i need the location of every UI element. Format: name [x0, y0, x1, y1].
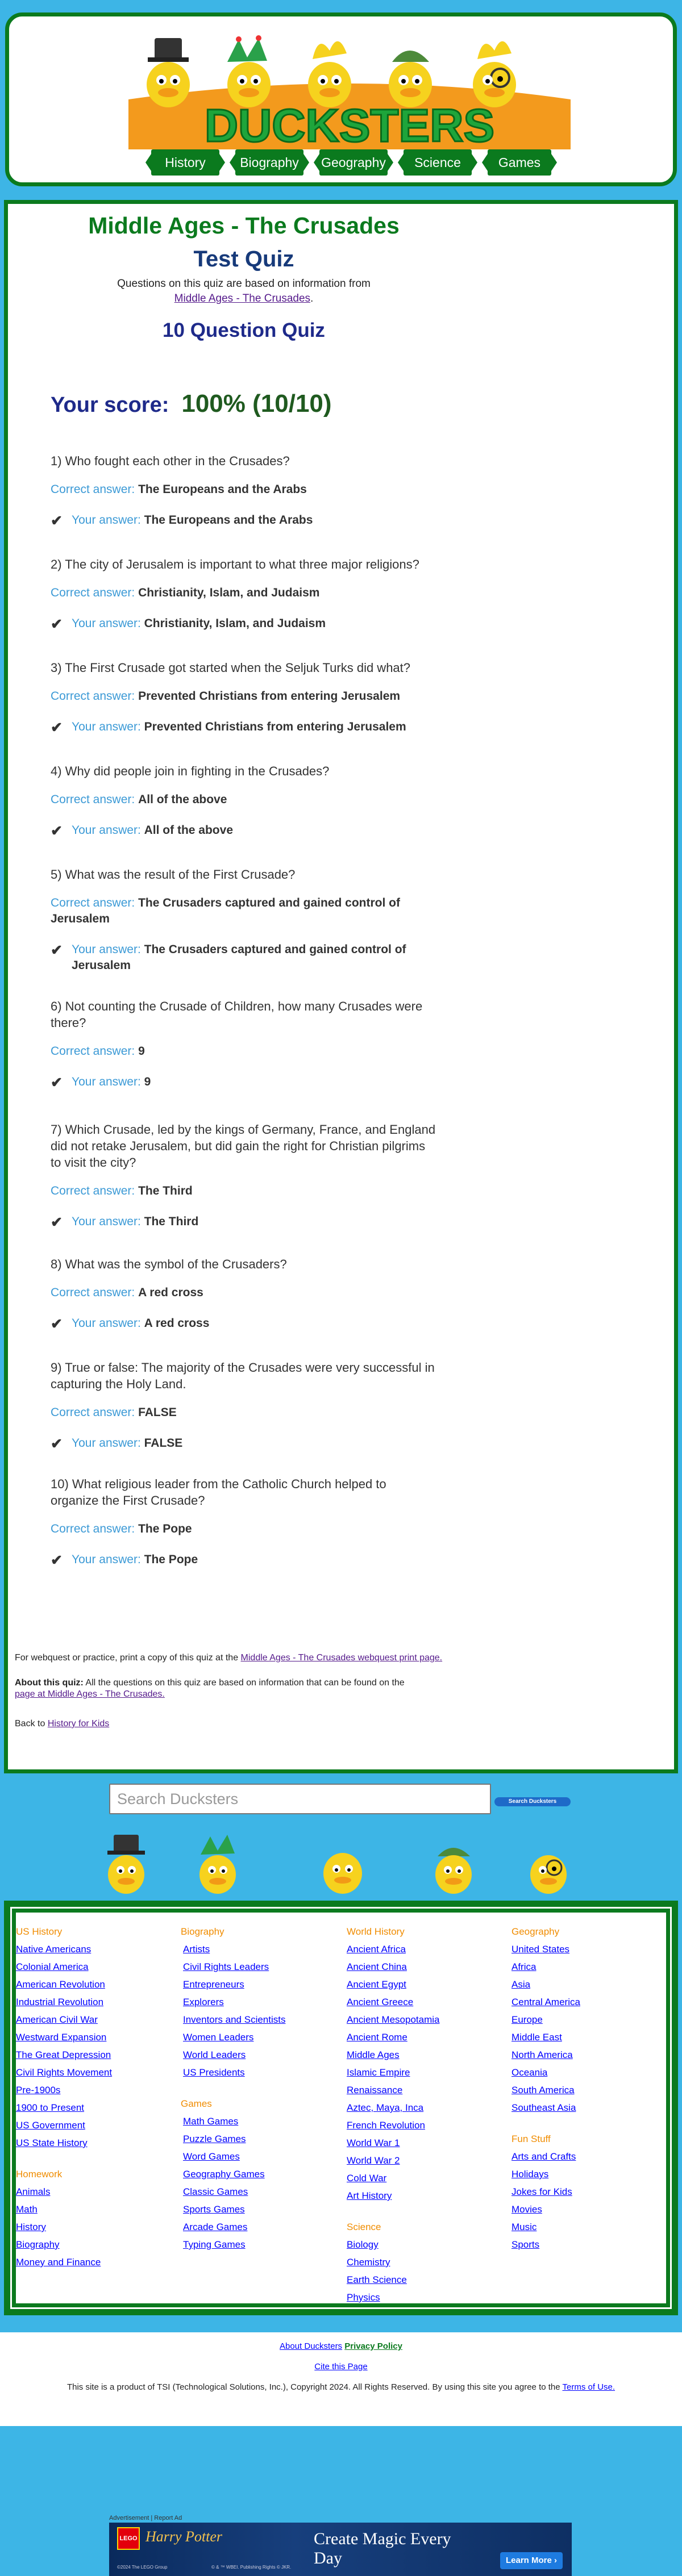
correct-answer	[51, 895, 437, 927]
correct-answer	[51, 688, 437, 704]
legal-footer	[0, 2332, 682, 2426]
checkmark-icon: ✔	[51, 720, 63, 736]
checkmark-icon: ✔	[51, 1552, 63, 1568]
footer-link[interactable]: Physics	[347, 2292, 380, 2303]
checkmark-icon: ✔	[51, 942, 63, 958]
question-count: 10 Question Quiz	[163, 319, 325, 341]
footer-link[interactable]: Holidays	[512, 2169, 549, 2180]
about-quiz-link[interactable]: page at Middle Ages - The Crusades.	[15, 1689, 165, 1699]
your-answer	[51, 823, 437, 838]
correct-answer-label: Correct answer:	[51, 1045, 135, 1058]
your-answer-value: Prevented Christians from entering Jerusalem	[144, 720, 406, 733]
footer-link[interactable]: Geography Games	[183, 2169, 265, 2180]
footer-link[interactable]: Renaissance	[347, 2085, 403, 2095]
question-block	[51, 1359, 437, 1451]
question-block	[51, 763, 437, 838]
footer-link[interactable]: Typing Games	[183, 2239, 246, 2250]
footer-link[interactable]: Arcade Games	[183, 2222, 248, 2232]
mascot-detective-duck	[530, 1855, 567, 1894]
score-label: Your score:	[51, 393, 169, 417]
footer-link[interactable]: Arts and Crafts	[512, 2151, 576, 2162]
footer-link[interactable]: World War 1	[347, 2137, 400, 2148]
footer-link[interactable]: Classic Games	[183, 2186, 248, 2197]
correct-answer	[51, 1521, 437, 1537]
ad-fineprint-2: © & ™ WBEI. Publishing Rights © JKR.	[211, 2565, 292, 2570]
question-block	[51, 1476, 437, 1568]
footer-link[interactable]: Aztec, Maya, Inca	[347, 2102, 424, 2113]
correct-answer-value: The Crusaders captured and gained control of Jerusalem	[51, 896, 400, 925]
duck-mascot-row	[105, 1835, 577, 1897]
footer-link[interactable]: Asia	[512, 1979, 531, 1990]
back-text: Back to	[15, 1719, 45, 1729]
based-on-note	[25, 277, 463, 306]
correct-answer	[51, 1043, 437, 1059]
footer-link[interactable]: Explorers	[183, 1997, 224, 2007]
your-answer-label: Your answer:	[72, 1317, 141, 1330]
checkmark-icon: ✔	[51, 1214, 63, 1230]
footer-link[interactable]: Middle Ages	[347, 2049, 400, 2060]
footer-column-4	[512, 1923, 671, 2253]
correct-answer	[51, 1285, 437, 1301]
question-block	[51, 1256, 437, 1331]
ducksters-logo[interactable]	[125, 28, 574, 149]
ad-headline: Create Magic Every Day	[314, 2529, 451, 2567]
webquest-note	[15, 1652, 481, 1664]
your-answer	[51, 1074, 437, 1090]
footer-link[interactable]: Civil Rights Leaders	[183, 1961, 269, 1972]
cite-link[interactable]: Cite this Page	[314, 2362, 368, 2372]
your-answer	[51, 942, 437, 974]
footer-heading: Science	[347, 2222, 381, 2232]
your-answer-value: The Europeans and the Arabs	[144, 513, 313, 527]
footer-heading: World History	[347, 1926, 405, 1937]
ad-fineprint: ©2024 The LEGO Group	[117, 2565, 168, 2570]
footer-link[interactable]: History	[16, 2222, 46, 2232]
score-line	[51, 390, 332, 418]
footer-link[interactable]: Industrial Revolution	[16, 1997, 104, 2007]
nav-games[interactable]: Games	[488, 149, 551, 176]
footer-link[interactable]: Puzzle Games	[183, 2134, 246, 2144]
webquest-text: For webquest or practice, print a copy of this quiz at the	[15, 1653, 239, 1663]
footer-link[interactable]: Women Leaders	[183, 2032, 254, 2043]
footer-link[interactable]: Islamic Empire	[347, 2067, 410, 2078]
main-nav	[145, 149, 555, 178]
your-answer	[51, 1435, 437, 1451]
your-answer-value: The Third	[144, 1215, 199, 1228]
footer-links	[4, 1901, 678, 2315]
footer-link[interactable]: Biology	[347, 2239, 379, 2250]
your-answer-label: Your answer:	[72, 943, 141, 956]
footer-link[interactable]: French Revolution	[347, 2120, 425, 2131]
footer-link[interactable]: Southeast Asia	[512, 2102, 576, 2113]
your-answer	[51, 1214, 437, 1230]
nav-science[interactable]: Science	[404, 149, 472, 176]
your-answer-label: Your answer:	[72, 824, 141, 837]
webquest-link[interactable]: Middle Ages - The Crusades webquest print page.	[240, 1653, 443, 1663]
footer-link[interactable]: Africa	[512, 1961, 537, 1972]
correct-answer-label: Correct answer:	[51, 1406, 135, 1419]
footer-link[interactable]: Civil Rights Movement	[16, 2067, 113, 2078]
duck-mascot-3	[308, 41, 351, 107]
nav-history[interactable]: History	[151, 149, 219, 176]
search-input[interactable]: Search Ducksters	[109, 1784, 491, 1814]
correct-answer-value: The Pope	[138, 1522, 192, 1535]
question-block	[51, 659, 437, 735]
footer-link[interactable]: The Great Depression	[16, 2049, 111, 2060]
correct-answer	[51, 1405, 437, 1421]
footer-link[interactable]: North America	[512, 2049, 573, 2060]
question-text: 2) The city of Jerusalem is important to what three major religions?	[51, 557, 419, 571]
question-block	[51, 453, 437, 528]
correct-answer-label: Correct answer:	[51, 586, 135, 599]
footer-link[interactable]: Ancient Egypt	[347, 1979, 406, 1990]
footer-link[interactable]: Pre-1900s	[16, 2085, 61, 2095]
footer-link[interactable]: Chemistry	[347, 2257, 390, 2268]
mascot-hat-duck	[107, 1835, 145, 1894]
question-text: 6) Not counting the Crusade of Children, how many Crusades were there?	[51, 999, 423, 1030]
your-answer	[51, 512, 437, 528]
quiz-footnotes	[15, 1652, 481, 1743]
footer-link[interactable]: Central America	[512, 1997, 580, 2007]
footer-link[interactable]: American Civil War	[16, 2014, 98, 2025]
footer-link[interactable]: Art History	[347, 2190, 392, 2201]
correct-answer-value: All of the above	[138, 793, 227, 806]
footer-link[interactable]: Artists	[183, 1944, 210, 1955]
based-on-link[interactable]: Middle Ages - The Crusades	[174, 293, 311, 304]
footer-heading: Games	[181, 2098, 212, 2109]
mascot-jester-duck	[199, 1835, 236, 1894]
footer-link[interactable]: Europe	[512, 2014, 543, 2025]
back-note	[15, 1718, 481, 1730]
footer-link[interactable]: Middle East	[512, 2032, 562, 2043]
nav-biography[interactable]: Biography	[235, 149, 303, 176]
checkmark-icon: ✔	[51, 1316, 63, 1332]
footer-link[interactable]: American Revolution	[16, 1979, 105, 1990]
correct-answer-value: The Third	[138, 1184, 193, 1197]
correct-answer	[51, 792, 437, 808]
correct-answer-label: Correct answer:	[51, 1522, 135, 1535]
correct-answer-label: Correct answer:	[51, 896, 135, 909]
page-subtitle: Test Quiz	[193, 247, 294, 272]
logo-wordmark: DUCKSTERS	[204, 100, 495, 149]
your-answer	[51, 719, 437, 735]
footer-link[interactable]: Oceania	[512, 2067, 548, 2078]
footer-link[interactable]: South America	[512, 2085, 575, 2095]
duck-mascot-4	[389, 51, 432, 107]
footer-link[interactable]: Westward Expansion	[16, 2032, 107, 2043]
ad-product: Harry Potter	[145, 2528, 223, 2545]
checkmark-icon: ✔	[51, 823, 63, 839]
your-answer-value: The Pope	[144, 1553, 198, 1566]
question-text: 3) The First Crusade got started when the Seljuk Turks did what?	[51, 661, 411, 675]
about-link[interactable]: About Ducksters	[280, 2341, 343, 2351]
your-answer-value: The Crusaders captured and gained control of Jerusalem	[72, 943, 406, 972]
correct-answer	[51, 482, 437, 498]
based-on-text: Questions on this quiz are based on information from	[117, 278, 371, 290]
ad-banner[interactable]	[109, 2523, 572, 2576]
your-answer-label: Your answer:	[72, 1075, 141, 1088]
footer-link[interactable]: Animals	[16, 2186, 51, 2197]
footer-link[interactable]: Math	[16, 2204, 38, 2215]
question-text: 8) What was the symbol of the Crusaders?	[51, 1257, 287, 1271]
question-text: 9) True or false: The majority of the Crusades were very successful in capturing the Holy Land.	[51, 1360, 435, 1391]
footer-link[interactable]: 1900 to Present	[16, 2102, 85, 2113]
your-answer-label: Your answer:	[72, 617, 141, 630]
your-answer	[51, 1552, 437, 1568]
footer-link[interactable]: Math Games	[183, 2116, 239, 2127]
footer-link[interactable]: US Presidents	[183, 2067, 245, 2078]
copyright-text: This site is a product of TSI (Technological Solutions, Inc.), Copyright 2024. All Rights Reserved. By using this site you agree to the	[66, 2382, 560, 2392]
your-answer-label: Your answer:	[72, 1553, 141, 1566]
question-text: 4) Why did people join in fighting in the Crusades?	[51, 764, 330, 778]
correct-answer-value: Prevented Christians from entering Jerusalem	[138, 690, 401, 703]
footer-heading[interactable]: Fun Stuff	[512, 2134, 551, 2144]
correct-answer-label: Correct answer:	[51, 1184, 135, 1197]
footer-column-3	[347, 1923, 506, 2306]
question-block	[51, 556, 437, 632]
question-text: 1) Who fought each other in the Crusades?	[51, 454, 290, 468]
footer-link[interactable]: World Leaders	[183, 2049, 246, 2060]
advertisement	[109, 2515, 572, 2576]
footer-link[interactable]: United States	[512, 1944, 570, 1955]
terms-link[interactable]: Terms of Use.	[562, 2382, 616, 2392]
footer-link[interactable]: Sports	[512, 2239, 540, 2250]
your-answer-label: Your answer:	[72, 1215, 141, 1228]
your-answer-label: Your answer:	[72, 720, 141, 733]
footer-link[interactable]: World War 2	[347, 2155, 400, 2166]
page-title: Middle Ages - The Crusades	[88, 212, 400, 239]
footer-link[interactable]: Ancient Greece	[347, 1997, 414, 2007]
footer-link[interactable]: Sports Games	[183, 2204, 245, 2215]
footer-link[interactable]: Ancient Rome	[347, 2032, 407, 2043]
back-link[interactable]: History for Kids	[47, 1719, 110, 1729]
privacy-link[interactable]: Privacy Policy	[344, 2341, 402, 2351]
your-answer-value: A red cross	[144, 1317, 210, 1330]
ad-cta-button[interactable]: Learn More ›	[500, 2552, 563, 2569]
your-answer-value: 9	[144, 1075, 151, 1088]
footer-link[interactable]: Word Games	[183, 2151, 240, 2162]
correct-answer	[51, 585, 437, 601]
correct-answer-value: 9	[138, 1045, 145, 1058]
ad-label[interactable]: Advertisement | Report Ad	[109, 2515, 182, 2521]
your-answer	[51, 616, 437, 632]
checkmark-icon: ✔	[51, 513, 63, 529]
footer-link[interactable]: Ancient China	[347, 1961, 407, 1972]
about-quiz-label: About this quiz:	[15, 1678, 84, 1688]
question-text: 5) What was the result of the First Crusade?	[51, 867, 296, 882]
correct-answer-value: A red cross	[138, 1286, 203, 1299]
your-answer-label: Your answer:	[72, 513, 141, 527]
duck-mascot-1	[147, 38, 190, 107]
checkmark-icon: ✔	[51, 616, 63, 632]
correct-answer-label: Correct answer:	[51, 793, 135, 806]
question-text: 10) What religious leader from the Catholic Church helped to organize the First Crusade?	[51, 1477, 386, 1508]
footer-link[interactable]: Cold War	[347, 2173, 387, 2183]
duck-mascot-5	[473, 41, 516, 107]
correct-answer-label: Correct answer:	[51, 690, 135, 703]
correct-answer-value: Christianity, Islam, and Judaism	[138, 586, 320, 599]
score-value: 100% (10/10)	[181, 390, 332, 417]
your-answer-value: FALSE	[144, 1437, 183, 1450]
question-block	[51, 1121, 437, 1230]
question-text: 7) Which Crusade, led by the kings of Germany, France, and England did not retake Jerusalem, but did gain the right for Christian pilgrims to visit the city?	[51, 1122, 436, 1170]
footer-link[interactable]: Inventors and Scientists	[183, 2014, 286, 2025]
footer-link[interactable]: Ancient Africa	[347, 1944, 406, 1955]
footer-link[interactable]: Ancient Mesopotamia	[347, 2014, 440, 2025]
footer-link[interactable]: Biography	[16, 2239, 60, 2250]
based-on-suffix: .	[310, 293, 314, 304]
footer-link[interactable]: Earth Science	[347, 2274, 407, 2285]
footer-column-2	[181, 1923, 340, 2253]
nav-geography[interactable]: Geography	[319, 149, 388, 176]
your-answer-label: Your answer:	[72, 1437, 141, 1450]
question-block	[51, 998, 437, 1090]
checkmark-icon: ✔	[51, 1436, 63, 1452]
footer-column-1	[16, 1923, 175, 2271]
footer-link[interactable]: Money and Finance	[16, 2257, 101, 2268]
correct-answer-value: The Europeans and the Arabs	[138, 483, 307, 496]
your-answer-value: All of the above	[144, 824, 233, 837]
question-block	[51, 866, 437, 974]
footer-link[interactable]: Jokes for Kids	[512, 2186, 572, 2197]
correct-answer-label: Correct answer:	[51, 1286, 135, 1299]
footer-link[interactable]: US State History	[16, 2137, 88, 2148]
footer-heading[interactable]: Geography	[512, 1926, 560, 1937]
footer-heading[interactable]: Homework	[16, 2169, 63, 2180]
correct-answer-value: FALSE	[138, 1406, 177, 1419]
footer-link[interactable]: Native Americans	[16, 1944, 92, 1955]
lego-logo: LEGO	[117, 2527, 140, 2550]
site-header	[5, 12, 677, 186]
footer-link[interactable]: Colonial America	[16, 1961, 89, 1972]
mascot-plain-duck	[323, 1853, 362, 1894]
your-answer-value: Christianity, Islam, and Judaism	[144, 617, 326, 630]
footer-link[interactable]: Movies	[512, 2204, 542, 2215]
checkmark-icon: ✔	[51, 1075, 63, 1091]
about-quiz-note	[15, 1677, 481, 1700]
footer-heading[interactable]: US History	[16, 1926, 63, 1937]
correct-answer-label: Correct answer:	[51, 483, 135, 496]
footer-heading: Biography	[181, 1926, 224, 1937]
correct-answer	[51, 1183, 437, 1199]
footer-link[interactable]: Music	[512, 2222, 537, 2232]
footer-link[interactable]: Entrepreneurs	[183, 1979, 244, 1990]
quiz-content	[4, 200, 678, 1773]
your-answer	[51, 1316, 437, 1331]
about-quiz-text: All the questions on this quiz are based on information that can be found on the	[85, 1678, 405, 1688]
duck-mascot-2	[227, 35, 271, 107]
footer-link[interactable]: US Government	[16, 2120, 85, 2131]
search-button[interactable]: Search Ducksters	[494, 1797, 571, 1806]
mascot-cap-duck	[435, 1848, 472, 1894]
